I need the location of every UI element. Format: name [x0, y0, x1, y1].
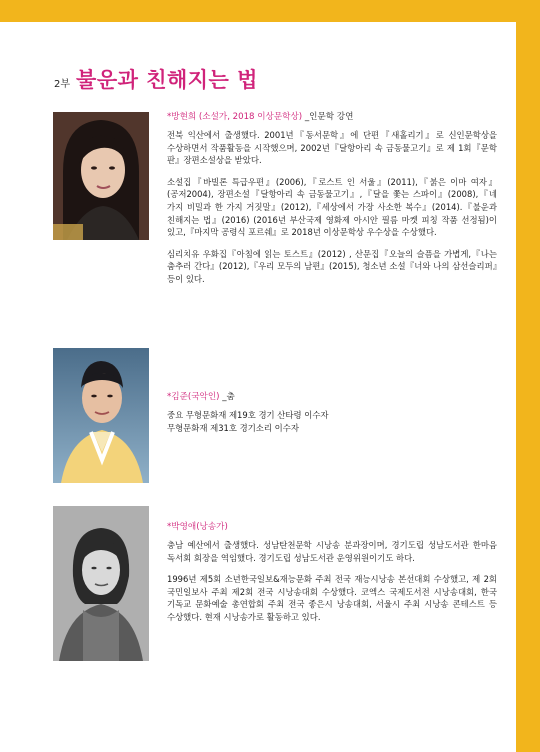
portrait-photo-1	[53, 112, 149, 240]
bio-paragraph: 심리치유 우화집『아침에 읽는 토스트』(2012) , 산문집『오늘의 슬픔을 가볍게,『나는 춤추러 간다』(2012),『우리 모두의 남편』(2015), 청소년 소설『너와 나의 삼선슬리퍼』등이 있다.	[167, 248, 497, 284]
top-yellow-band	[0, 0, 540, 22]
profile-role: _춤	[219, 392, 235, 402]
part-number: 2부	[54, 79, 71, 90]
profile-name	[167, 110, 497, 122]
profile-name-main: *김준(국악인)	[167, 392, 220, 402]
profile-entry-3	[167, 520, 497, 633]
page-title: 불운과 친해지는 법	[76, 68, 258, 92]
bio-paragraph: 소설집『바빌론 특급우편』(2006),『로스트 인 서울』(2011),『붉은 이마 여자』(공저2004), 장편소설『달항아리 속 금동물고기』,『달을 쫓는 스파이』(2008),『네 가지 비밀과 한 가지 거짓말』(2012),『세상에서 가장 사소한 복수』(2014).『불운과 친해지는 법』(2016) (2016년 부산국제 영화제 아시안 필름 마켓 피칭 작품 선정됨)이 있고,『마지막 공령식 포르쉐』로 2018년 이상문학상 우수상을 수상했다.	[167, 176, 497, 238]
bio-paragraph: 1996년 제5회 소년한국일보&재능문화 주최 전국 재능시낭송 본선대회 수상했고, 제 2회 국민일보사 주최 제2회 전국 시낭송대회 수상했다. 코엑스 국제도서전 시낭송대회, 한국 기독교 문화예술 총연합회 주최 전국 좋은시 낭송대회, 서울시 주최 시낭송 콘테스트 등 수상했다. 현재 시낭송가로 활동하고 있다.	[167, 574, 497, 622]
profile-name	[167, 390, 497, 402]
profile-name-main: *방현희 (소설가, 2018 이상문학상)	[167, 112, 303, 122]
portrait-photo-3	[53, 506, 149, 661]
profile-entry-1	[167, 110, 497, 295]
bio-line: 중요 무형문화재 제19호 경기 산타령 이수자	[167, 410, 329, 420]
bio-paragraph: 전북 익산에서 출생했다. 2001년『동서문학』에 단편『새홀리기』로 신인문학상을 수상하면서 작품활동을 시작했으며, 2002년『달항아리 속 금동물고기』로 제 1회『문학 판』장편소설상을 받았다.	[167, 130, 497, 166]
section-header	[54, 64, 258, 94]
bio-line: 무형문화재 제31호 경기소리 이수자	[167, 422, 299, 433]
right-yellow-band	[516, 0, 540, 752]
bio-paragraph: 충남 예산에서 출생했다. 성남탄천문학 시낭송 분과장이며, 경기도립 성남도서관 한마음 독서회 회장을 역임했다. 경기도립 성남도서관 운영위원이기도 하다.	[167, 540, 497, 563]
profile-role: _인문학 강연	[302, 112, 354, 122]
profile-name	[167, 520, 497, 532]
profile-entry-2	[167, 390, 497, 434]
portrait-photo-2	[53, 348, 149, 483]
profile-name-main: *박영애(낭송가)	[167, 522, 228, 532]
